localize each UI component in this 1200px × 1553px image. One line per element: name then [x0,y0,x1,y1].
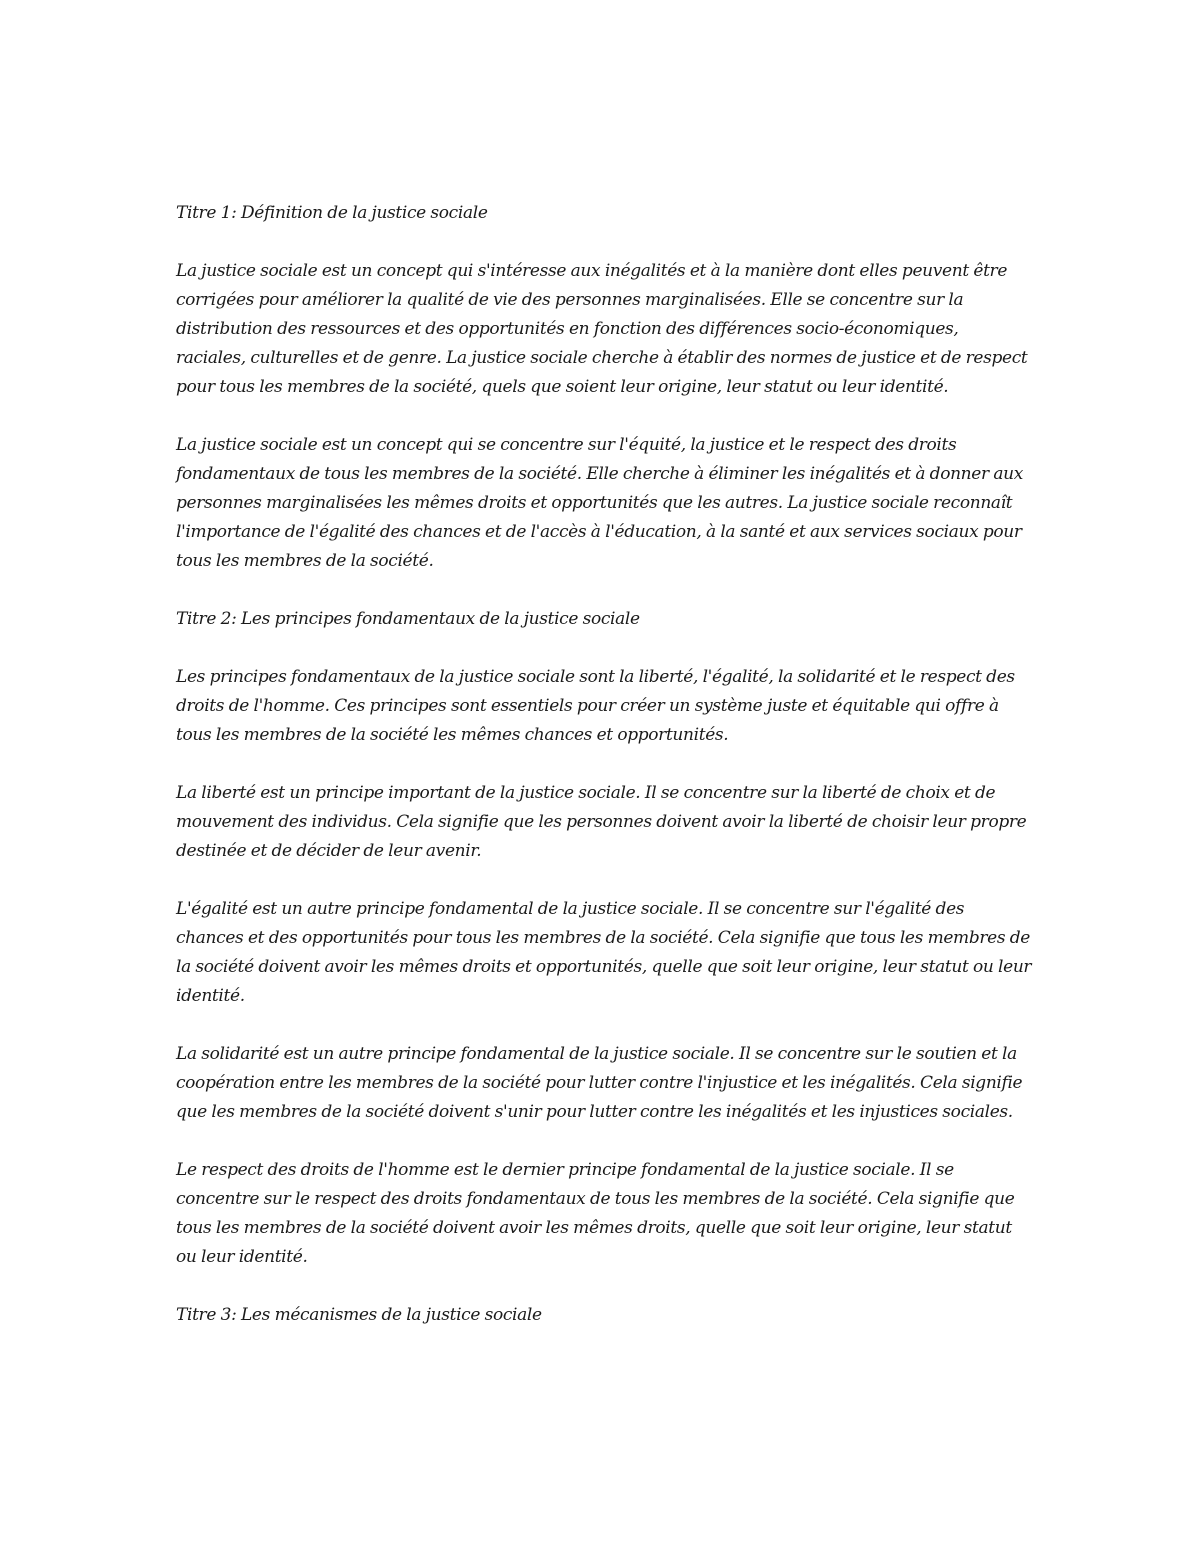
paragraph-solidarity: La solidarité est un autre principe fondamental de la justice sociale. Il se concentre sur le soutien et la coopération entre les membres de la société pour lutter contre l'injustice et les inégalités. Cela signifie que les membres de la société doivent s'unir pour lutter contre les inégalités et les injustices sociales. [176,1044,1023,1122]
paragraph-equity: La justice sociale est un concept qui se concentre sur l'équité, la justice et le respect des droits fondamentaux de tous les membres de la société. Elle cherche à éliminer les inégalités et à donner aux personnes marginalisées les mêmes droits et opportunités que les autres. La justice sociale reconnaît l'importance de l'égalité des chances et de l'accès à l'éducation, à la santé et aux services sociaux pour tous les membres de la société. [176,435,1023,571]
paragraph-equality: L'égalité est un autre principe fondamental de la justice sociale. Il se concentre sur l'égalité des chances et des opportunités pour tous les membres de la société. Cela signifie que tous les membres de la société doivent avoir les mêmes droits et opportunités, quelle que soit leur origine, leur statut ou leur identité. [176,899,1032,1006]
section-heading-3: Titre 3: Les mécanismes de la justice sociale [176,1305,542,1325]
paragraph-definition: La justice sociale est un concept qui s'intéresse aux inégalités et à la manière dont elles peuvent être corrigées pour améliorer la qualité de vie des personnes marginalisées. Elle se concentre sur la distribution des ressources et des opportunités en fonction des différences socio-économiques, raciales, culturelles et de genre. La justice sociale cherche à établir des normes de justice et de respect pour tous les membres de la société, quels que soient leur origine, leur statut ou leur identité. [176,261,1028,397]
paragraph-liberty: La liberté est un principe important de la justice sociale. Il se concentre sur la liberté de choix et de mouvement des individus. Cela signifie que les personnes doivent avoir la liberté de choisir leur propre destinée et de décider de leur avenir. [176,783,1027,861]
document-body [176,199,1032,1330]
section-heading-2: Titre 2: Les principes fondamentaux de la justice sociale [176,609,640,629]
paragraph-principles: Les principes fondamentaux de la justice sociale sont la liberté, l'égalité, la solidarité et le respect des droits de l'homme. Ces principes sont essentiels pour créer un système juste et équitable qui offre à tous les membres de la société les mêmes chances et opportunités. [176,667,1015,745]
paragraph-human-rights: Le respect des droits de l'homme est le dernier principe fondamental de la justice sociale. Il se concentre sur le respect des droits fondamentaux de tous les membres de la société. Cela signifie que tous les membres de la société doivent avoir les mêmes droits, quelle que soit leur origine, leur statut ou leur identité. [176,1160,1015,1267]
section-heading-1: Titre 1: Définition de la justice sociale [176,203,488,223]
